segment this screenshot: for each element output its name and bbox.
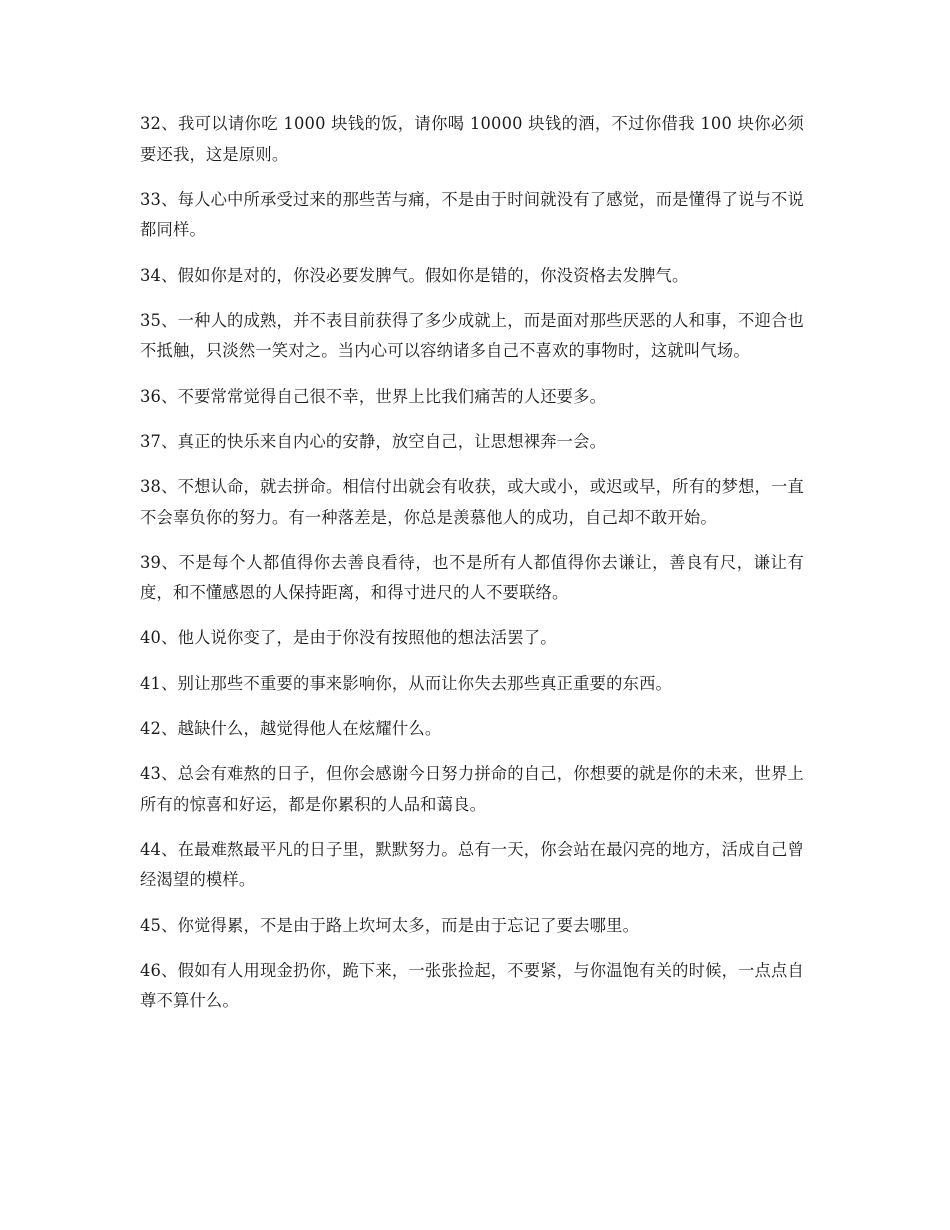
- paragraph-41: 41、别让那些不重要的事来影响你，从而让你失去那些真正重要的东西。: [140, 673, 673, 693]
- paragraph-44: 44、在最难熬最平凡的日子里，默默努力。总有一天，你会站在最闪亮的地方，活成自己曾经渴望的模样。: [140, 839, 804, 890]
- document-body: [140, 109, 804, 1032]
- paragraph-34: 34、假如你是对的，你没必要发脾气。假如你是错的，你没资格去发脾气。: [140, 265, 689, 285]
- paragraph-43: 43、总会有难熬的日子，但你会感谢今日努力拼命的自己，你想要的就是你的未来，世界上所有的惊喜和好运，都是你累积的人品和蔼良。: [140, 764, 804, 814]
- paragraph-37: 37、真正的快乐来自内心的安静，放空自己，让思想裸奔一会。: [140, 431, 607, 451]
- paragraph-32: 32、我可以请你吃 1000 块钱的饭，请你喝 10000 块钱的酒，不过你借我 100 块你必须要还我，这是原则。: [140, 114, 804, 164]
- paragraph-33: 33、每人心中所承受过来的那些苦与痛，不是由于时间就没有了感觉，而是懂得了说与不说都同样。: [140, 189, 804, 240]
- paragraph-42: 42、越缺什么，越觉得他人在炫耀什么。: [140, 718, 442, 738]
- paragraph-36: 36、不要常常觉得自己很不幸，世界上比我们痛苦的人还要多。: [140, 386, 607, 406]
- paragraph-45: 45、你觉得累，不是由于路上坎坷太多，而是由于忘记了要去哪里。: [140, 915, 640, 935]
- paragraph-39: 39、不是每个人都值得你去善良看待，也不是所有人都值得你去谦让，善良有尺，谦让有度，和不懂感恩的人保持距离，和得寸进尺的人不要联络。: [140, 552, 804, 603]
- paragraph-35: 35、一种人的成熟，并不表目前获得了多少成就上，而是面对那些厌恶的人和事，不迎合也不抵触，只淡然一笑对之。当内心可以容纳诸多自己不喜欢的事物时，这就叫气场。: [140, 310, 804, 361]
- paragraph-40: 40、他人说你变了，是由于你没有按照他的想法活罢了。: [140, 628, 557, 648]
- paragraph-46: 46、假如有人用现金扔你，跪下来，一张张捡起，不要紧，与你温饱有关的时候，一点点自尊不算什么。: [140, 960, 804, 1011]
- paragraph-38: 38、不想认命，就去拼命。相信付出就会有收获，或大或小，或迟或早，所有的梦想，一直不会辜负你的努力。有一种落差是，你总是羡慕他人的成功，自己却不敢开始。: [140, 476, 804, 527]
